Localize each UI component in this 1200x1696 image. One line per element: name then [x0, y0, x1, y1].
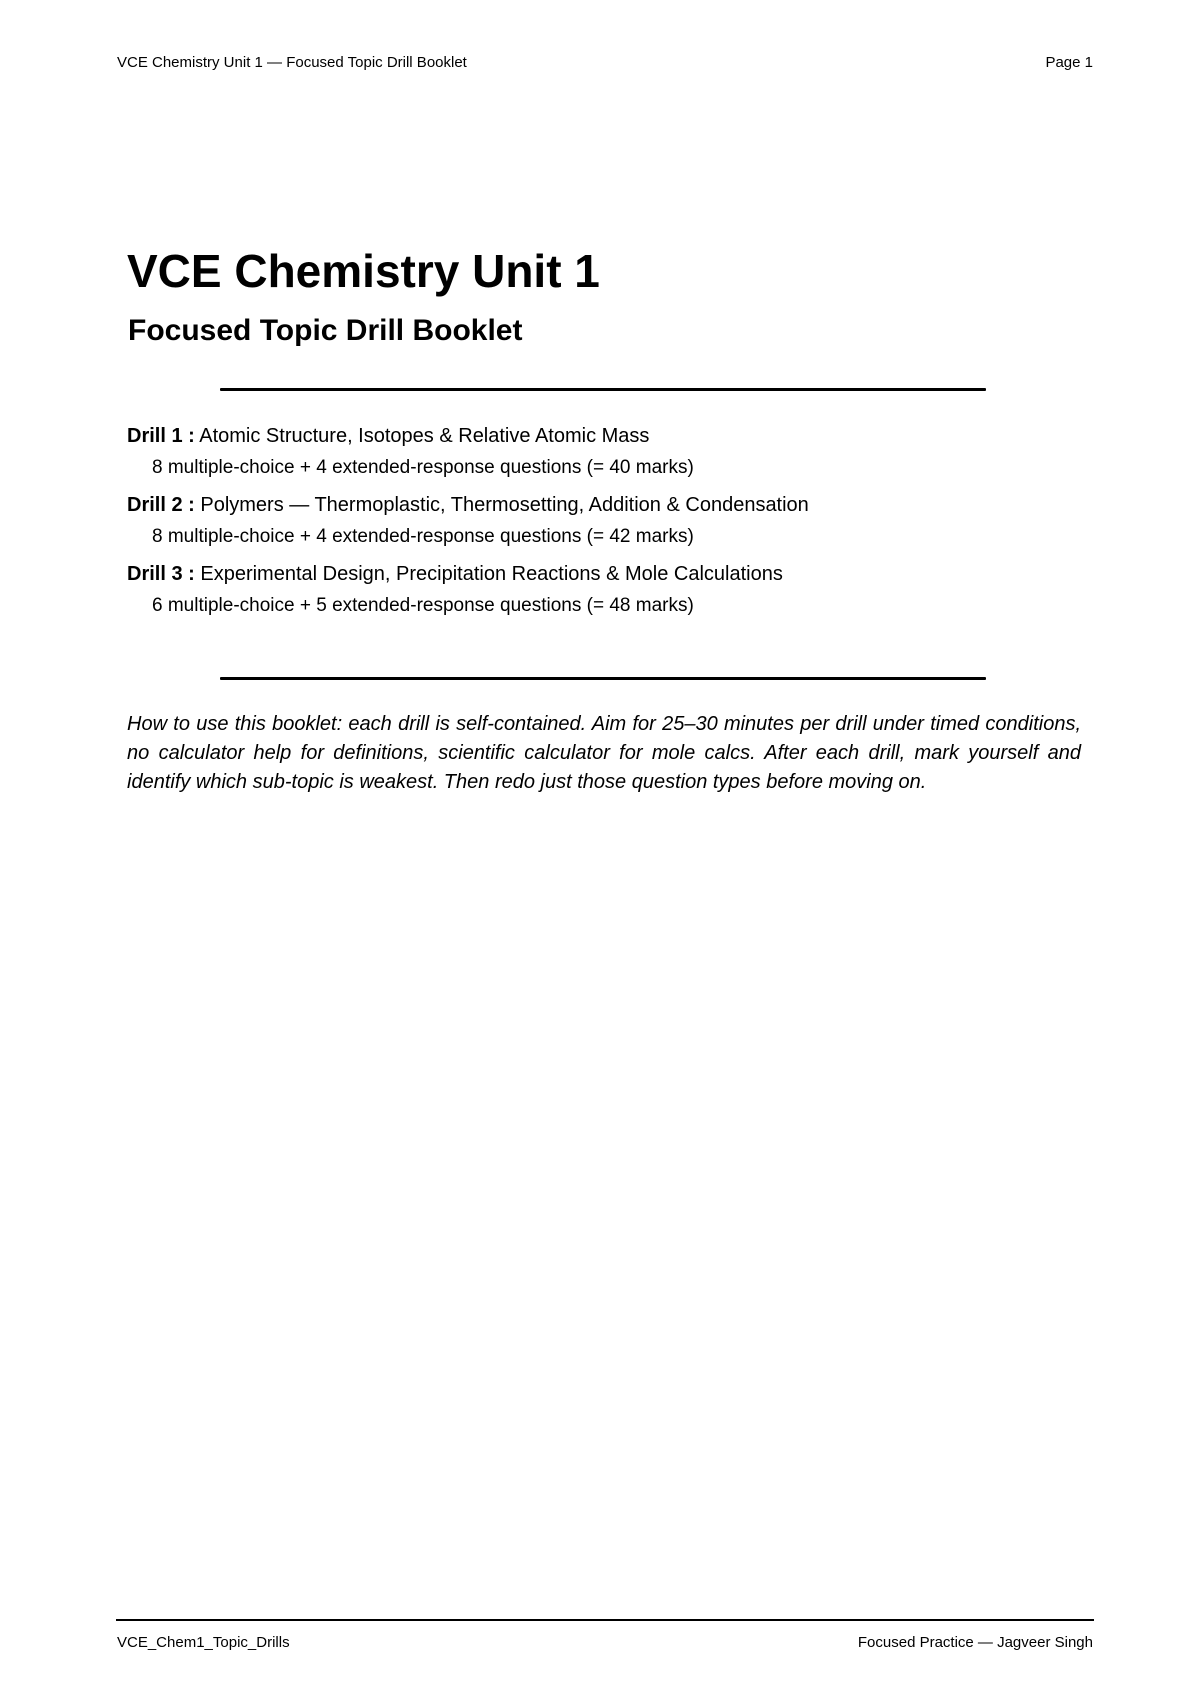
drill-topic: Polymers — Thermoplastic, Thermosetting, Addition & Condensation	[200, 494, 809, 516]
divider-bottom	[220, 677, 986, 680]
page-header	[117, 54, 1093, 72]
drill-label: Drill 2 :	[127, 494, 195, 516]
page-subtitle: Focused Topic Drill Booklet	[128, 314, 523, 347]
drill-meta: 8 multiple-choice + 4 extended-response questions (= 40 marks)	[152, 457, 694, 478]
divider-top	[220, 388, 986, 391]
usage-instructions: How to use this booklet: each drill is self-contained. Aim for 25–30 minutes per drill under timed conditions, no calculator help for definitions, scientific calculator for mole calcs. After each drill, mark yourself and identify which sub-topic is weakest. Then redo just those question types before moving on.	[127, 713, 1081, 793]
drill-heading	[127, 489, 1087, 521]
drill-item-3	[127, 558, 1087, 622]
drill-topic: Atomic Structure, Isotopes & Relative Atomic Mass	[199, 425, 650, 447]
drill-heading	[127, 558, 1087, 590]
drill-topic: Experimental Design, Precipitation Reactions & Mole Calculations	[200, 563, 783, 585]
header-document-title: VCE Chemistry Unit 1 — Focused Topic Drill Booklet	[117, 54, 467, 71]
footer-file-name: VCE_Chem1_Topic_Drills	[117, 1634, 290, 1651]
drill-label: Drill 1 :	[127, 425, 195, 447]
drill-heading	[127, 420, 1087, 452]
drill-list	[127, 420, 1087, 627]
footer-author: Focused Practice — Jagveer Singh	[857, 1634, 1093, 1651]
page-footer	[117, 1634, 1093, 1652]
footer-divider	[116, 1619, 1094, 1621]
drill-meta: 6 multiple-choice + 5 extended-response questions (= 48 marks)	[152, 595, 694, 616]
header-page-number: Page 1	[1045, 54, 1093, 71]
drill-item-1	[127, 420, 1087, 484]
drill-label: Drill 3 :	[127, 563, 195, 585]
drill-item-2	[127, 489, 1087, 553]
drill-meta: 8 multiple-choice + 4 extended-response questions (= 42 marks)	[152, 526, 694, 547]
page-title: VCE Chemistry Unit 1	[127, 245, 600, 297]
